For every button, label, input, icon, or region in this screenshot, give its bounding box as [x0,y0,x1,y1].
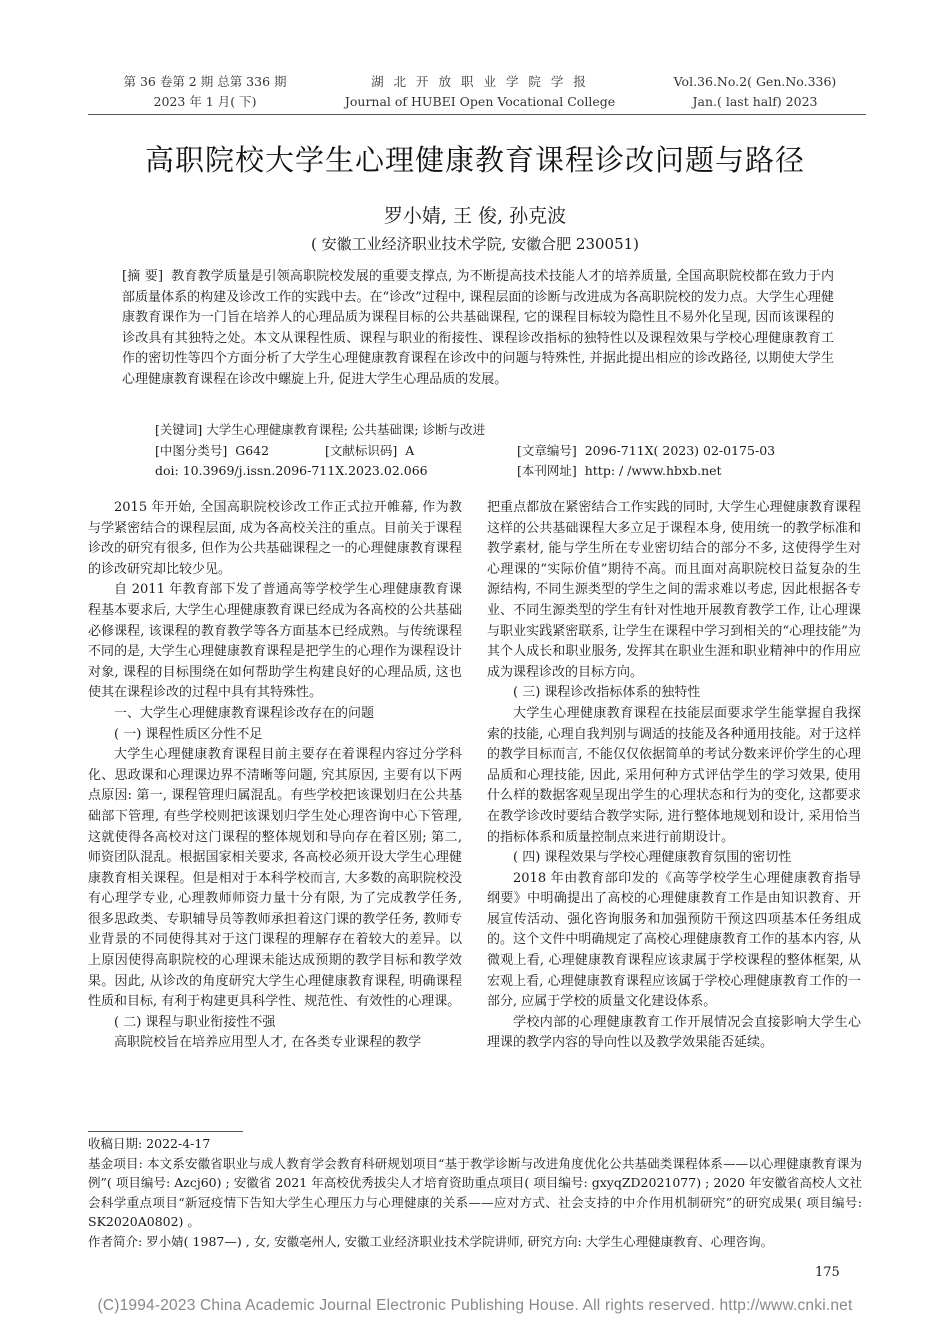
article-affiliation: ( 安徽工业经济职业技术学院, 安徽合肥 230051) [310,235,640,253]
paragraph: 2015 年开始, 全国高职院校诊改工作正式拉开帷幕, 作为教与学紧密结合的课程层面, 成为各高校关注的重点。目前关于课程诊改的研究有很多, 但作为公共基础课程之一的心理健康教育课程的诊改研究却比较少见。 [88,500,462,577]
header-journal-name [330,72,630,112]
footnote-rule [88,1131,243,1132]
journal-url [517,461,722,481]
header-date-line-en: Jan.( last half) 2023 [692,94,818,109]
art-label: [文章编号] [517,443,577,458]
article-authors: 罗小婧, 王 俊, 孙克波 [383,205,567,227]
subsection-heading: ( 二) 课程与职业衔接性不强 [114,1014,276,1030]
body-right-column [487,498,861,1054]
doc-value: A [405,443,415,458]
clc-label: [中图分类号] [155,443,228,458]
author-bio: 作者简介: 罗小婧( 1987—) , 女, 安徽亳州人, 安徽工业经济职业技术学院讲师, 研究方向: 大学生心理健康教育、心理咨询。 [88,1233,774,1249]
paragraph: 高职院校旨在培养应用型人才, 在各类专业课程的教学 [114,1035,422,1051]
paragraph: 把重点都放在紧密结合工作实践的同时, 大学生心理健康教育课程这样的公共基础课程大多立足于课程本身, 使用统一的教学标准和教学素材, 能与学生所在专业密切结合的部分不多, 这使得学生对心理课的“实际价值”期待不高。而且面对高职院校日益复杂的生源结构, 不同生源类型的学生之间的需求难以考虑, 因此根据各专业、不同生源类型的学生有针对性地开展教育教学工作, 让心理课与职业实践紧密联系, 让学生在课程中学习到相关的“心理技能”为其个人成长和职业服务, 发挥其在职业生涯和职业精神中的作用应成为课程诊改的目标方向。 [487,500,861,680]
subsection-heading: ( 三) 课程诊改指标体系的独特性 [513,685,701,701]
paragraph: 自 2011 年教育部下发了普通高等学校学生心理健康教育课程基本要求后, 大学生心理健康教育课已经成为各高校的公共基础必修课程, 该课程的教育教学等各方面基本已经成熟。与传统课程不同的是, 大学生心理健康教育课程是把学生的心理作为课程设计对象, 课程的目标围绕在如何帮助学生构建良好的心理品质, 这也使其在课程诊改的过程中具有其特殊性。 [88,582,462,701]
footnotes [88,1134,862,1251]
doi: doi: 10.3969/j.issn.2096-711X.2023.02.066 [155,463,428,478]
keywords-text: 大学生心理健康教育课程; 公共基础课; 诊断与改进 [206,422,486,437]
url-value: http: / /www.hbxb.net [584,463,722,478]
keywords [155,420,835,440]
url-label: [本刊网址] [517,463,577,478]
header-issue-info-en [655,72,855,112]
subsection-heading: ( 四) 课程效果与学校心理健康教育氛围的密切性 [513,850,792,866]
paragraph: 大学生心理健康教育课程目前主要存在着课程内容过分学科化、思政课和心理课边界不清晰等问题, 究其原因, 主要有以下两点原因: 第一, 课程管理归属混乱。有些学校把该课划归在公共基础部下管理, 有些学校则把该课划归学生处心理咨询中心下管理, 这就使得各高校对这门课程的整体规划和导向存在着区别; 第二, 师资团队混乱。根据国家相关要求, 各高校必须开设大学生心理健康教育相关课程。但是相对于本科学校而言, 大多数的高职院校没有心理学专业, 心理教师师资力量十分有限, 为了完成教学任务, 很多思政类、专职辅导员等教师承担着这门课的教学任务, 教师专业背景的不同使得其对于这门课程的理解存在着较大的差异。以上原因使得高职院校的心理课未能达成预期的教学目标和教学效果。因此, 从诊改的角度研究大学生心理健康教育课程, 明确课程性质和目标, 有利于构建更具科学性、规范性、有效性的心理课。 [88,747,462,1010]
received-date: 收稿日期: 2022-4-17 [88,1136,211,1151]
page-number: 175 [815,1265,840,1280]
keywords-label: [关键词] [155,422,203,437]
body-left-column [88,498,462,1054]
abstract-label: [摘 要] [122,269,164,284]
abstract-text: 教育教学质量是引领高职院校发展的重要支撑点, 为不断提高技术技能人才的培养质量, 全国高职院校都在致力于内部质量体系的构建及诊改工作的实践中去。在“诊改”过程中, 课程层面的诊断与改进成为各高职院校的发力点。大学生心理健康教育课作为一门旨在培养人的心理品质为课程目标的公共基础课程, 它的课程目标较为隐性且不易外化呈现, 因而该课程的诊改具有其独特之处。本文从课程性质、课程与职业的衔接性、课程诊改指标的独特性以及课程效果与学校心理健康教育工作的密切性等四个方面分析了大学生心理健康教育课程在诊改中的问题与特殊性, 并据此提出相应的诊改路径, 以期使大学生心理健康教育课程在诊改中螺旋上升, 促进大学生心理品质的发展。 [122,269,835,387]
paragraph: 大学生心理健康教育课程在技能层面要求学生能掌握自我探索的技能, 心理自我判别与调适的技能及各种通用技能。对于这样的教学目标而言, 不能仅仅依据简单的考试分数来评价学生的心理品质和心理技能, 因此, 采用何种方式评估学生的学习效果, 使用什么样的数据客观呈现出学生的心理状态和行为的变化, 这都要求在教学诊改时要结合教学实际, 进行整体地规划和设计, 采用恰当的指标体系和质量控制点来进行前期设计。 [487,705,861,845]
paragraph: 学校内部的心理健康教育工作开展情况会直接影响大学生心理课的教学内容的导向性以及教学效果能否延续。 [487,1014,861,1051]
copyright-line: (C)1994-2023 China Academic Journal Electronic Publishing House. All rights reserved. http://www.cnki.net [97,1297,853,1314]
paragraph: 2018 年由教育部印发的《高等学校学生心理健康教育指导纲要》中明确提出了高校的心理健康教育工作是由知识教育、开展宣传活动、强化咨询服务和加强预防干预这四项基本任务组成的。这个文件中明确规定了高校心理健康教育工作的基本内容, 从微观上看, 心理健康教育课程应该隶属于学校课程的整体框架, 从宏观上看, 心理健康教育课程应该属于学校心理健康教育工作的一部分, 应属于学校的质量文化建设体系。 [487,870,861,1010]
header-volume-line: 第 36 卷第 2 期 总第 336 期 [123,74,287,89]
clc-value: G642 [235,443,270,458]
header-volume-line-en: Vol.36.No.2( Gen.No.336) [673,74,837,89]
journal-name-en: Journal of HUBEI Open Vocational College [344,94,616,109]
article-title: 高职院校大学生心理健康教育课程诊改问题与路径 [144,143,805,177]
article-number [517,441,775,461]
header-issue-info [105,72,305,112]
doc-label: [文献标识码] [325,443,398,458]
journal-name-cn: 湖 北 开 放 职 业 学 院 学 报 [371,74,589,89]
header-rule [88,114,866,115]
section-heading: 一、大学生心理健康教育课程诊改存在的问题 [114,705,375,721]
subsection-heading: ( 一) 课程性质区分性不足 [114,726,263,742]
header-date-line: 2023 年 1 月( 下) [153,94,257,109]
clc-number [155,441,269,461]
abstract [122,267,834,390]
fund-info: 基金项目: 本文系安徽省职业与成人教育学会教育科研规划项目“基于教学诊断与改进角度优化公共基础类课程体系——以心理健康教育课为例”( 项目编号: Azcj60) ; 安徽省 2021 年高校优秀拔尖人才培育资助重点项目( 项目编号: gxyqZD2021077) ; 2020 年安徽省高校人文社会科学重点项目“新冠疫情下告知大学生心理压力与心理健康的关系——应对方式、社会支持的中介作用机制研究”的研究成果( 项目编号: SK2020A0802) 。 [88,1155,862,1229]
doc-code [325,441,414,461]
art-value: 2096-711X( 2023) 02-0175-03 [584,443,776,458]
